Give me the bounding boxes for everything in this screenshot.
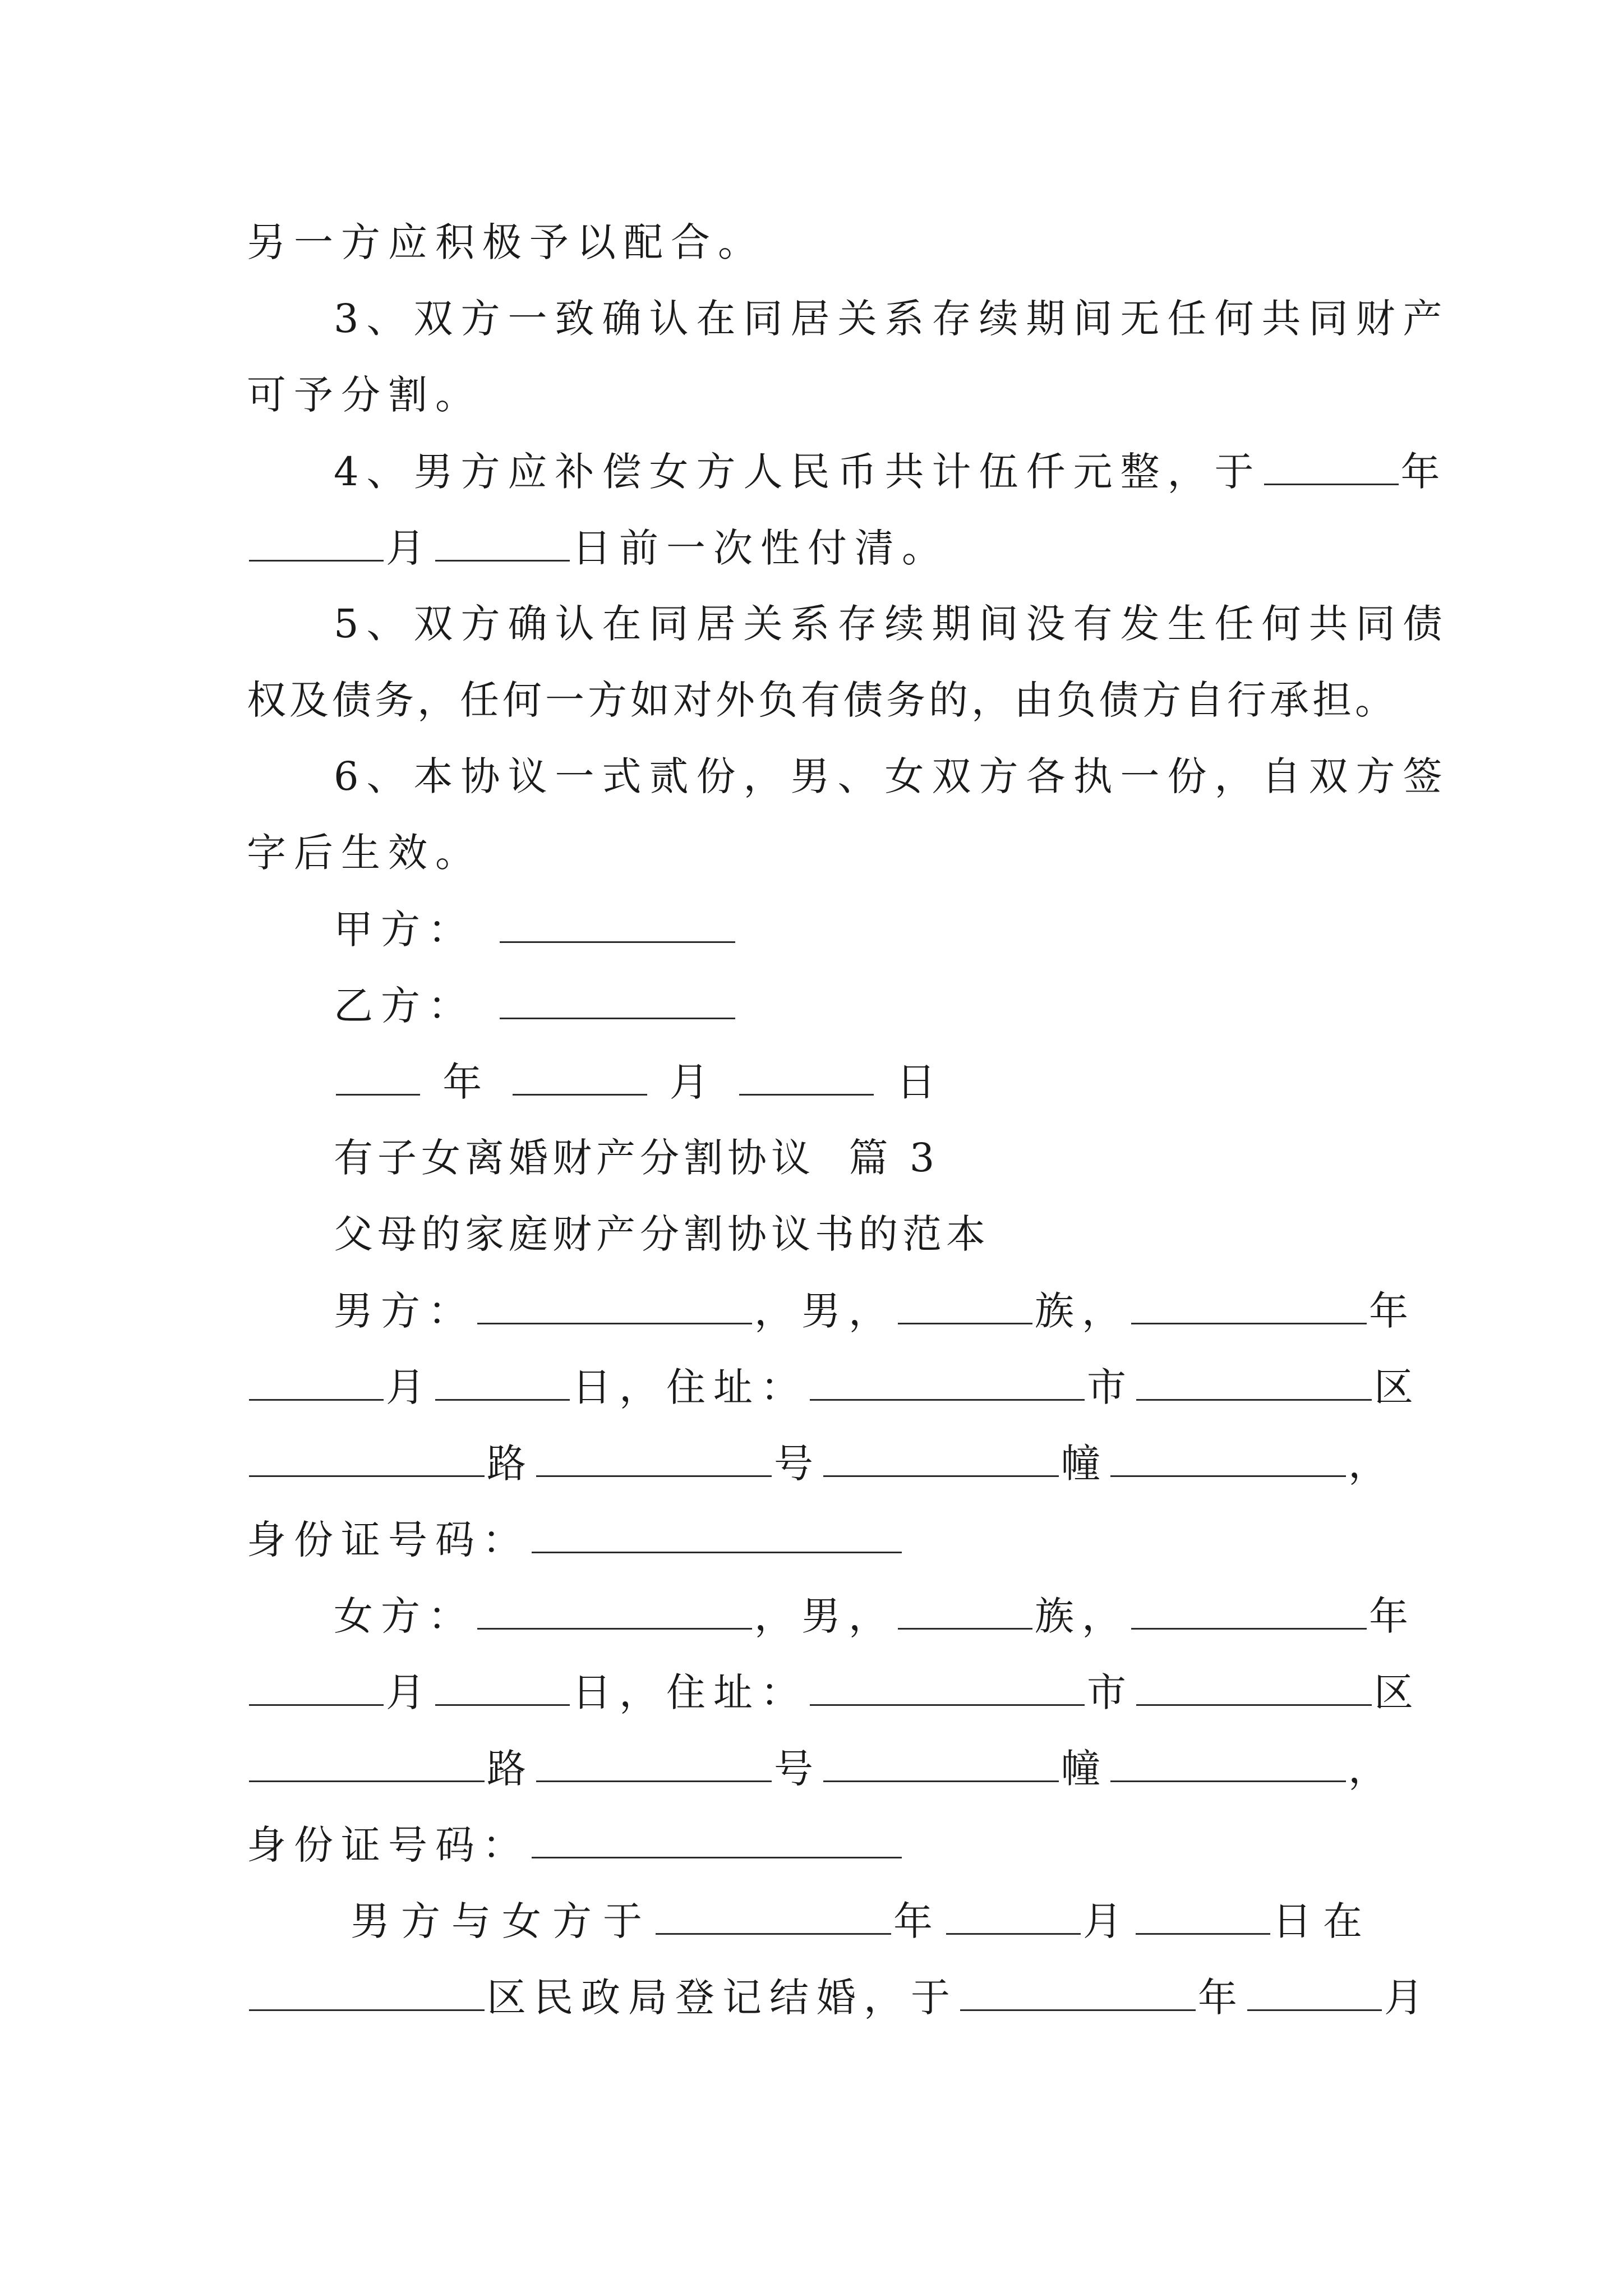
signing-date-line: [334, 1059, 943, 1105]
text: 身份证号码：: [247, 1822, 529, 1868]
clause-5-line-2: [247, 678, 1398, 723]
city-blank[interactable]: [810, 1364, 1085, 1401]
marriage-line-2: [247, 1975, 1431, 2020]
clause-6-line-2: [247, 830, 482, 875]
number-blank[interactable]: [536, 1441, 772, 1477]
month-blank[interactable]: [249, 525, 384, 562]
text: 3、双方一致确认在同居关系存续期间无任何共同财产: [334, 296, 1450, 342]
text: 月: [669, 1059, 717, 1105]
text: 月: [1083, 1898, 1133, 1944]
party-a-label: 甲方：: [334, 907, 475, 953]
city-blank[interactable]: [810, 1669, 1085, 1706]
month-blank[interactable]: [1247, 1975, 1382, 2011]
text: ，男，: [754, 1593, 896, 1639]
party-b-signature-line: [334, 983, 737, 1028]
text: 族，: [1035, 1288, 1129, 1334]
male-id-line: [247, 1517, 904, 1562]
text: 年: [1369, 1288, 1416, 1334]
text: 5、双方确认在同居关系存续期间没有发生任何共同债: [334, 601, 1450, 647]
number-blank[interactable]: [536, 1746, 772, 1782]
month-blank[interactable]: [249, 1364, 384, 1401]
text: 有子女离婚财产分割协议 篇 3: [334, 1135, 939, 1181]
text: 另一方应积极予以配合。: [247, 219, 765, 265]
text: 女方：: [334, 1593, 475, 1639]
id-number-blank[interactable]: [532, 1822, 902, 1858]
text: 年: [893, 1898, 944, 1944]
text: 市: [1087, 1669, 1134, 1715]
text: 身份证号码：: [247, 1517, 529, 1563]
text: 月: [386, 1669, 433, 1715]
text: 幢: [1061, 1746, 1108, 1792]
text: 年: [1400, 449, 1448, 495]
party-a-signature-blank[interactable]: [500, 907, 735, 943]
ethnicity-blank[interactable]: [898, 1288, 1032, 1324]
text: 日，住址：: [572, 1669, 808, 1715]
road-blank[interactable]: [249, 1441, 485, 1477]
marriage-line-1: [351, 1898, 1373, 1944]
clause-4-line-1: [334, 449, 1448, 494]
year-blank[interactable]: [960, 1975, 1196, 2011]
unit-blank[interactable]: [1110, 1441, 1346, 1477]
ethnicity-blank[interactable]: [898, 1593, 1032, 1630]
text: ，: [1348, 1746, 1395, 1792]
text: 日: [896, 1059, 944, 1105]
text: 权及债务，任何一方如对外负有债务的，由负债方自行承担。: [247, 677, 1398, 723]
text: ，: [1348, 1441, 1395, 1487]
section-subtitle: [334, 1212, 990, 1257]
clause-4-line-2: [247, 525, 949, 570]
party-a-signature-line: [334, 907, 737, 952]
day-blank[interactable]: [435, 1364, 570, 1401]
text: 年: [442, 1059, 490, 1105]
text: 区: [1374, 1364, 1421, 1410]
text: 区: [1374, 1669, 1421, 1715]
building-blank[interactable]: [823, 1746, 1059, 1782]
male-info-line-2: [247, 1364, 1421, 1410]
month-blank[interactable]: [513, 1059, 647, 1096]
year-blank[interactable]: [656, 1898, 891, 1935]
female-info-line-2: [247, 1669, 1421, 1715]
text: 路: [487, 1746, 534, 1792]
text: 可予分割。: [247, 372, 482, 418]
text: 市: [1087, 1364, 1134, 1410]
text: 幢: [1061, 1441, 1108, 1487]
district-blank[interactable]: [249, 1975, 485, 2011]
male-info-line-1: [334, 1288, 1416, 1333]
district-blank[interactable]: [1136, 1669, 1372, 1706]
clause-3-line-1: [334, 296, 1450, 341]
year-blank[interactable]: [336, 1059, 420, 1096]
clause-6-line-1: [334, 754, 1450, 799]
unit-blank[interactable]: [1110, 1746, 1346, 1782]
day-blank[interactable]: [739, 1059, 874, 1096]
text: 区民政局登记结婚，于: [487, 1975, 958, 2021]
text: 父母的家庭财产分割协议书的范本: [334, 1211, 990, 1257]
text: 号: [774, 1746, 821, 1792]
text: 月: [386, 1364, 433, 1410]
building-blank[interactable]: [823, 1441, 1059, 1477]
text: 年: [1198, 1975, 1245, 2021]
text: 6、本协议一式贰份，男、女双方各执一份，自双方签: [334, 753, 1450, 799]
text: ，男，: [754, 1288, 896, 1334]
id-number-blank[interactable]: [532, 1517, 902, 1553]
text: 号: [774, 1441, 821, 1487]
text: 男方与女方于: [351, 1898, 653, 1944]
male-info-line-3: [247, 1441, 1395, 1486]
day-blank[interactable]: [435, 525, 570, 562]
text: 族，: [1035, 1593, 1129, 1639]
text: 月: [1384, 1975, 1431, 2021]
year-blank[interactable]: [1131, 1288, 1367, 1324]
year-blank[interactable]: [1264, 449, 1399, 485]
text: 月: [386, 525, 433, 571]
female-id-line: [247, 1822, 904, 1867]
name-blank[interactable]: [477, 1288, 752, 1324]
district-blank[interactable]: [1136, 1364, 1372, 1401]
day-blank[interactable]: [1136, 1898, 1270, 1935]
text: 4、男方应补偿女方人民币共计伍仟元整，于: [334, 449, 1262, 495]
clause-3-line-2: [247, 372, 482, 417]
text: 日，住址：: [572, 1364, 808, 1410]
text: 年: [1369, 1593, 1416, 1639]
text: 男方：: [334, 1288, 475, 1334]
month-blank[interactable]: [946, 1898, 1081, 1935]
name-blank[interactable]: [477, 1593, 752, 1630]
year-blank[interactable]: [1131, 1593, 1367, 1630]
text: 日在: [1272, 1898, 1373, 1944]
female-info-line-3: [247, 1746, 1395, 1791]
month-blank[interactable]: [249, 1669, 384, 1706]
party-b-signature-blank[interactable]: [500, 983, 735, 1019]
day-blank[interactable]: [435, 1669, 570, 1706]
road-blank[interactable]: [249, 1746, 485, 1782]
text: 路: [487, 1441, 534, 1487]
text: 日前一次性付清。: [572, 525, 949, 571]
clause-5-line-1: [334, 601, 1450, 646]
party-b-label: 乙方：: [334, 983, 475, 1029]
text: 字后生效。: [247, 830, 482, 876]
female-info-line-1: [334, 1593, 1416, 1639]
section-title: [334, 1135, 939, 1180]
paragraph-line: [247, 220, 765, 265]
